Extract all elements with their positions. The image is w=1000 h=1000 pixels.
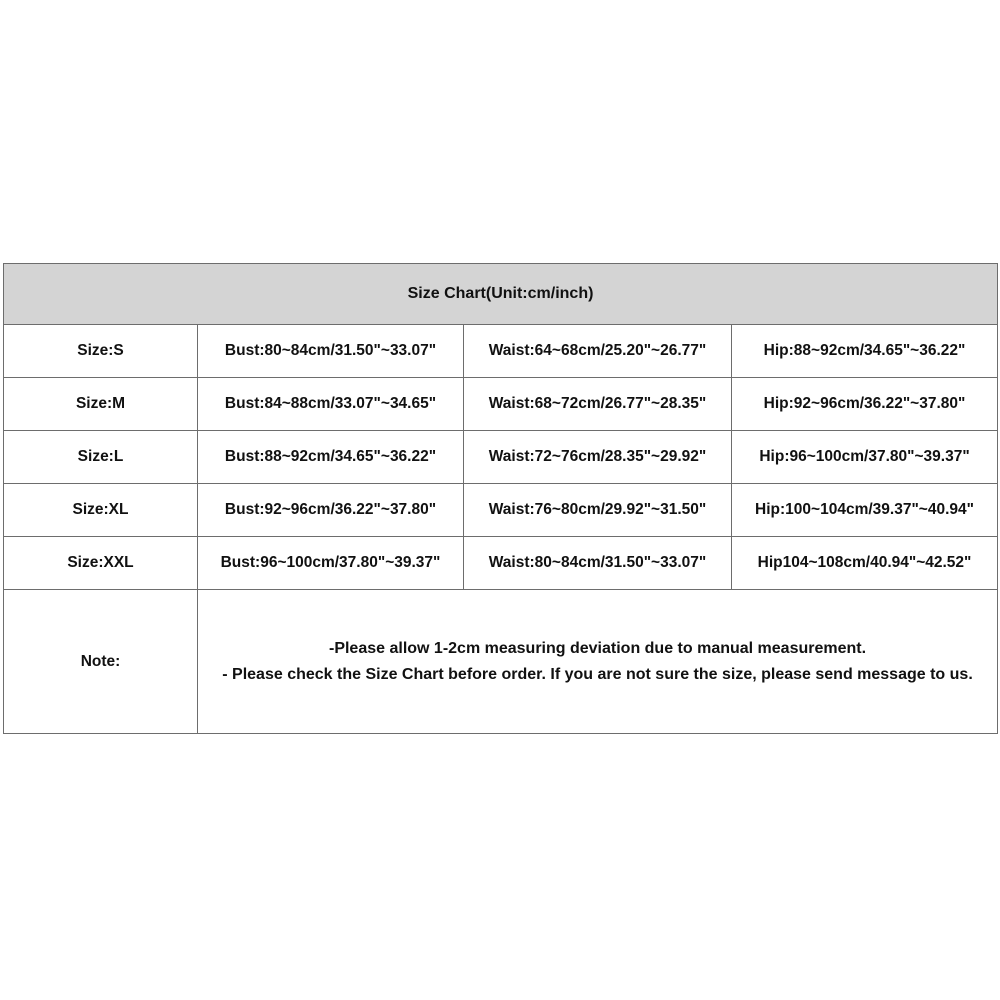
bust-cell: Bust:96~100cm/37.80"~39.37" [198, 537, 464, 590]
hip-cell: Hip:96~100cm/37.80"~39.37" [732, 431, 998, 484]
hip-cell: Hip104~108cm/40.94"~42.52" [732, 537, 998, 590]
waist-cell: Waist:64~68cm/25.20"~26.77" [464, 325, 732, 378]
size-chart-table [3, 263, 998, 734]
bust-cell: Bust:92~96cm/36.22"~37.80" [198, 484, 464, 537]
size-cell: Size:M [4, 378, 198, 431]
table-row [4, 378, 998, 431]
bust-cell: Bust:80~84cm/31.50"~33.07" [198, 325, 464, 378]
note-row [4, 590, 998, 734]
waist-cell: Waist:76~80cm/29.92"~31.50" [464, 484, 732, 537]
table-row [4, 537, 998, 590]
size-cell: Size:XL [4, 484, 198, 537]
table-row [4, 484, 998, 537]
size-cell: Size:XXL [4, 537, 198, 590]
note-label: Note: [4, 590, 198, 734]
waist-cell: Waist:68~72cm/26.77"~28.35" [464, 378, 732, 431]
size-cell: Size:S [4, 325, 198, 378]
table-row [4, 431, 998, 484]
table-row [4, 325, 998, 378]
hip-cell: Hip:92~96cm/36.22"~37.80" [732, 378, 998, 431]
size-chart-title: Size Chart(Unit:cm/inch) [4, 264, 998, 325]
bust-cell: Bust:88~92cm/34.65"~36.22" [198, 431, 464, 484]
title-row [4, 264, 998, 325]
note-line-2: - Please check the Size Chart before order. If you are not sure the size, please send message to us. [222, 665, 973, 683]
size-cell: Size:L [4, 431, 198, 484]
note-line-1: -Please allow 1-2cm measuring deviation due to manual measurement. [328, 639, 867, 657]
bust-cell: Bust:84~88cm/33.07"~34.65" [198, 378, 464, 431]
hip-cell: Hip:100~104cm/39.37"~40.94" [732, 484, 998, 537]
hip-cell: Hip:88~92cm/34.65"~36.22" [732, 325, 998, 378]
note-text [198, 590, 998, 734]
waist-cell: Waist:72~76cm/28.35"~29.92" [464, 431, 732, 484]
waist-cell: Waist:80~84cm/31.50"~33.07" [464, 537, 732, 590]
